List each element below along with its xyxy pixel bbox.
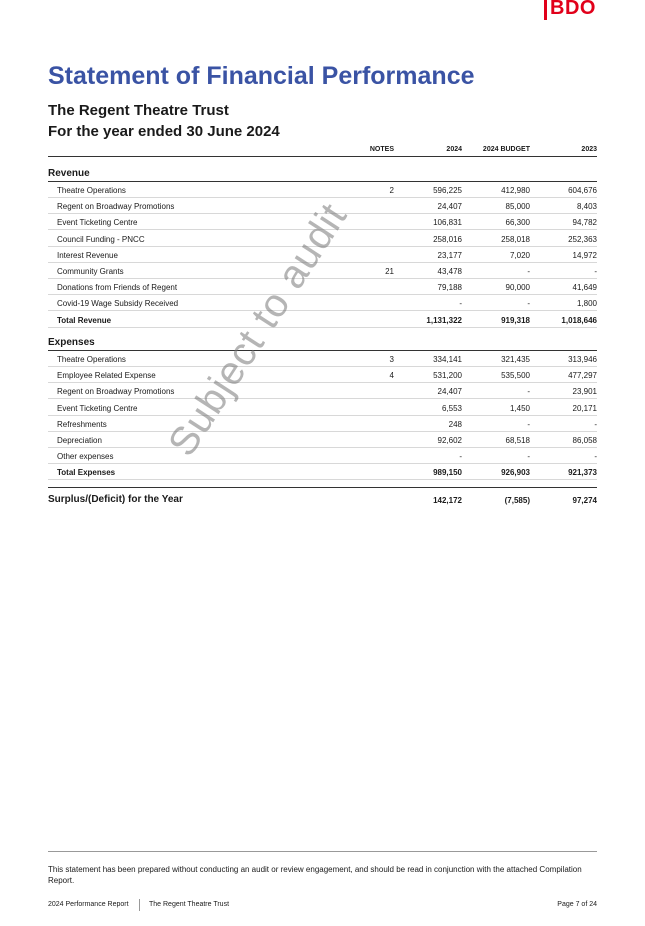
- table-row: [48, 383, 597, 399]
- row-value-budget: 66,300: [505, 218, 530, 228]
- row-value-budget: -: [527, 267, 530, 276]
- row-value-2023: 8,403: [576, 202, 597, 212]
- row-value-budget: -: [527, 299, 530, 309]
- revenue-total-row: [48, 312, 597, 328]
- row-value-2023: 86,058: [572, 436, 597, 445]
- page-footer: [48, 901, 597, 911]
- row-value-2024: 24,407: [437, 387, 462, 397]
- table-row: [48, 279, 597, 295]
- compilation-note: This statement has been prepared without conducting an audit or review engagement, and should be read in conjunction with the attached Compilation Report.: [48, 865, 582, 885]
- row-value-2023: 313,946: [568, 355, 597, 364]
- row-value-2023: 477,297: [568, 371, 597, 381]
- row-value-budget: 919,318: [501, 315, 530, 325]
- header-2024: 2024: [446, 146, 462, 153]
- row-value-2024: 79,188: [437, 283, 462, 293]
- row-value-2023: 921,373: [568, 468, 597, 478]
- table-row: [48, 432, 597, 448]
- row-value-budget: 68,518: [505, 436, 530, 445]
- row-value-2023: 23,901: [572, 387, 597, 397]
- row-value-budget: 535,500: [501, 371, 530, 381]
- row-label: Event Ticketing Centre: [57, 218, 138, 228]
- page-title: Statement of Financial Performance: [48, 62, 475, 90]
- row-value-2023: 1,800: [576, 299, 597, 309]
- bdo-logo: [544, 0, 596, 20]
- revenue-heading-text: Revenue: [48, 168, 90, 179]
- row-label: Covid-19 Wage Subsidy Received: [57, 299, 179, 309]
- row-value-2023: -: [594, 419, 597, 429]
- row-value-budget: 90,000: [505, 283, 530, 293]
- row-value-2024: 248: [448, 419, 462, 429]
- subject-to-audit-watermark: Subject to audit: [160, 195, 356, 464]
- surplus-2023: 97,274: [572, 496, 597, 505]
- row-label: Theatre Operations: [57, 186, 126, 195]
- row-value-budget: -: [527, 419, 530, 429]
- footer-entity-name: The Regent Theatre Trust: [149, 901, 230, 908]
- footer-page-number: Page 7 of 24: [557, 901, 597, 908]
- footer-report-name: 2024 Performance Report: [48, 901, 129, 908]
- row-label: Other expenses: [57, 452, 114, 462]
- row-value-2023: 41,649: [572, 283, 597, 293]
- row-note: 4: [389, 371, 394, 381]
- footer-separator: [139, 899, 140, 911]
- row-value-2023: 94,782: [572, 218, 597, 228]
- revenue-heading: [48, 168, 597, 182]
- row-label: Total Expenses: [57, 468, 116, 478]
- table-row: [48, 400, 597, 416]
- row-value-2023: 20,171: [572, 403, 597, 413]
- row-value-2023: -: [594, 452, 597, 462]
- row-value-budget: 926,903: [501, 468, 530, 478]
- surplus-row: [48, 487, 597, 507]
- row-value-2023: 1,018,646: [561, 315, 597, 325]
- table-row: [48, 448, 597, 464]
- row-value-2024: 23,177: [437, 250, 462, 260]
- table-row: [48, 351, 597, 367]
- row-value-2024: 258,016: [433, 234, 462, 244]
- row-value-2024: 596,225: [433, 186, 462, 195]
- header-2023: 2023: [581, 146, 597, 153]
- expenses-heading-text: Expenses: [48, 337, 95, 348]
- period-label: For the year ended 30 June 2024: [48, 123, 280, 140]
- header-notes: NOTES: [369, 146, 394, 153]
- row-value-2024: -: [459, 452, 462, 462]
- row-value-budget: 1,450: [509, 403, 530, 413]
- table-row: [48, 295, 597, 311]
- surplus-label: Surplus/(Deficit) for the Year: [48, 494, 183, 505]
- row-value-2024: 6,553: [441, 403, 462, 413]
- row-value-budget: 321,435: [501, 355, 530, 364]
- row-label: Community Grants: [57, 267, 124, 276]
- row-value-budget: -: [527, 387, 530, 397]
- row-value-2023: 604,676: [568, 186, 597, 195]
- footer-divider: [48, 851, 597, 852]
- row-value-2024: 334,141: [433, 355, 462, 364]
- row-value-2023: 14,972: [572, 250, 597, 260]
- table-row: [48, 182, 597, 198]
- row-value-budget: 258,018: [501, 234, 530, 244]
- surplus-2024: 142,172: [433, 496, 462, 505]
- surplus-budget: (7,585): [504, 496, 530, 505]
- row-value-budget: -: [527, 452, 530, 462]
- row-label: Total Revenue: [57, 315, 112, 325]
- row-value-2024: 106,831: [433, 218, 462, 228]
- row-value-2024: 24,407: [437, 202, 462, 212]
- row-note: 2: [389, 186, 394, 195]
- row-value-2024: 989,150: [433, 468, 462, 478]
- row-label: Regent on Broadway Promotions: [57, 202, 175, 212]
- row-note: 3: [389, 355, 394, 364]
- row-label: Employee Related Expense: [57, 371, 156, 381]
- row-label: Theatre Operations: [57, 355, 126, 364]
- expenses-heading: [48, 337, 597, 351]
- table-row: [48, 367, 597, 383]
- row-label: Donations from Friends of Regent: [57, 283, 178, 293]
- row-label: Regent on Broadway Promotions: [57, 387, 175, 397]
- row-value-2024: 531,200: [433, 371, 462, 381]
- row-label: Council Funding - PNCC: [57, 234, 145, 244]
- logo-bar: [544, 0, 547, 20]
- table-row: [48, 416, 597, 432]
- row-label: Refreshments: [57, 419, 107, 429]
- row-value-2024: 92,602: [437, 436, 462, 445]
- row-label: Depreciation: [57, 436, 102, 445]
- row-value-2024: 43,478: [437, 267, 462, 276]
- header-budget: 2024 BUDGET: [482, 146, 530, 153]
- row-value-budget: 85,000: [505, 202, 530, 212]
- row-value-2023: 252,363: [568, 234, 597, 244]
- logo-text: BDO: [550, 0, 596, 19]
- row-value-2023: -: [594, 267, 597, 276]
- row-label: Event Ticketing Centre: [57, 403, 138, 413]
- row-value-budget: 7,020: [509, 250, 530, 260]
- column-header-row: [48, 140, 597, 157]
- row-value-budget: 412,980: [501, 186, 530, 195]
- expenses-total-row: [48, 464, 597, 480]
- row-value-2024: 1,131,322: [426, 315, 462, 325]
- row-label: Interest Revenue: [57, 250, 118, 260]
- row-value-2024: -: [459, 299, 462, 309]
- row-note: 21: [385, 267, 394, 276]
- entity-name: The Regent Theatre Trust: [48, 102, 229, 119]
